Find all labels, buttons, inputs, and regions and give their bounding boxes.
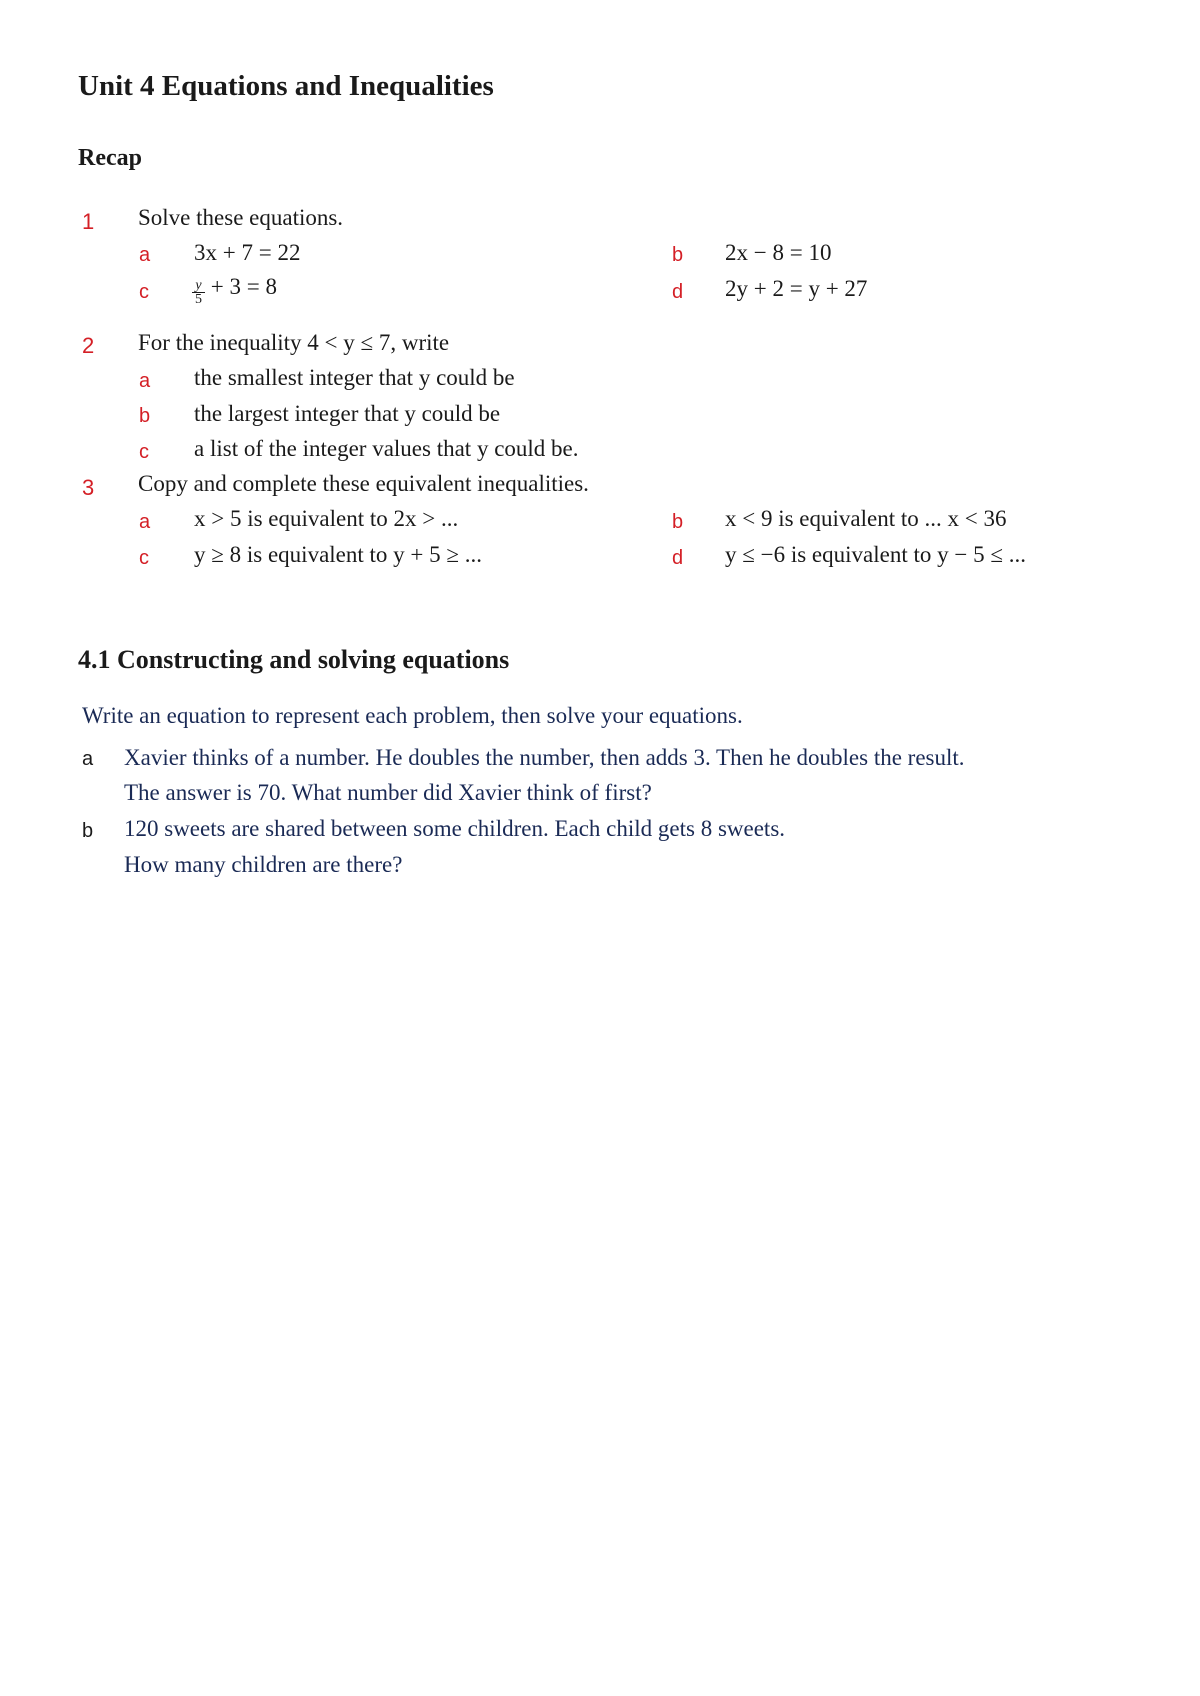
- section-part-b-label: b: [82, 820, 94, 842]
- q2-part-a-label: a: [139, 370, 151, 392]
- q1-part-c-label: c: [139, 281, 149, 303]
- q1-part-a-equation: 3x + 7 = 22: [194, 240, 301, 265]
- q3-part-d-text: y ≤ −6 is equivalent to y − 5 ≤ ...: [725, 542, 1026, 567]
- question-2-prompt: For the inequality 4 < y ≤ 7, write: [138, 330, 450, 355]
- q2-part-c-text: a list of the integer values that y could be.: [194, 436, 579, 461]
- section-part-a-line1: Xavier thinks of a number. He doubles the number, then adds 3. Then he doubles the result.: [124, 745, 965, 770]
- q3-part-a-label: a: [139, 511, 151, 533]
- fraction: [192, 279, 205, 306]
- q2-part-a-text: the smallest integer that y could be: [194, 365, 515, 390]
- recap-heading: Recap: [78, 145, 142, 171]
- q1-part-c-rest: + 3 = 8: [210, 274, 277, 299]
- section-part-a-label: a: [82, 748, 94, 770]
- q1-part-d-equation: 2y + 2 = y + 27: [725, 276, 868, 301]
- section-part-b-line1: 120 sweets are shared between some children. Each child gets 8 sweets.: [124, 816, 786, 841]
- section-title: 4.1 Constructing and solving equations: [78, 645, 510, 674]
- q1-part-b-equation: 2x − 8 = 10: [725, 240, 832, 265]
- q3-part-a-text: x > 5 is equivalent to 2x > ...: [194, 506, 459, 531]
- q3-part-b-text: x < 9 is equivalent to ... x < 36: [725, 506, 1007, 531]
- q1-part-d-label: d: [672, 281, 684, 303]
- section-part-a-line2: The answer is 70. What number did Xavier think of first?: [124, 780, 652, 805]
- q1-part-b-label: b: [672, 244, 684, 266]
- fraction-denominator: 5: [195, 292, 202, 308]
- q2-part-b-label: b: [139, 405, 151, 427]
- q3-part-b-label: b: [672, 511, 684, 533]
- section-part-b-line2: How many children are there?: [124, 852, 403, 877]
- question-3-prompt: Copy and complete these equivalent inequalities.: [138, 471, 589, 496]
- q2-part-b-text: the largest integer that y could be: [194, 401, 501, 426]
- q2-part-c-label: c: [139, 441, 149, 463]
- q1-part-a-label: a: [139, 244, 151, 266]
- q3-part-d-label: d: [672, 547, 684, 569]
- unit-title: Unit 4 Equations and Inequalities: [78, 70, 494, 102]
- fraction-numerator: y: [192, 279, 205, 293]
- section-intro: Write an equation to represent each problem, then solve your equations.: [82, 703, 743, 728]
- question-3-number: 3: [82, 475, 95, 500]
- q1-part-c-equation: [192, 274, 277, 308]
- question-1-number: 1: [82, 209, 95, 234]
- question-2-number: 2: [82, 333, 95, 358]
- q3-part-c-label: c: [139, 547, 149, 569]
- q3-part-c-text: y ≥ 8 is equivalent to y + 5 ≥ ...: [194, 542, 482, 567]
- question-1-prompt: Solve these equations.: [138, 205, 344, 230]
